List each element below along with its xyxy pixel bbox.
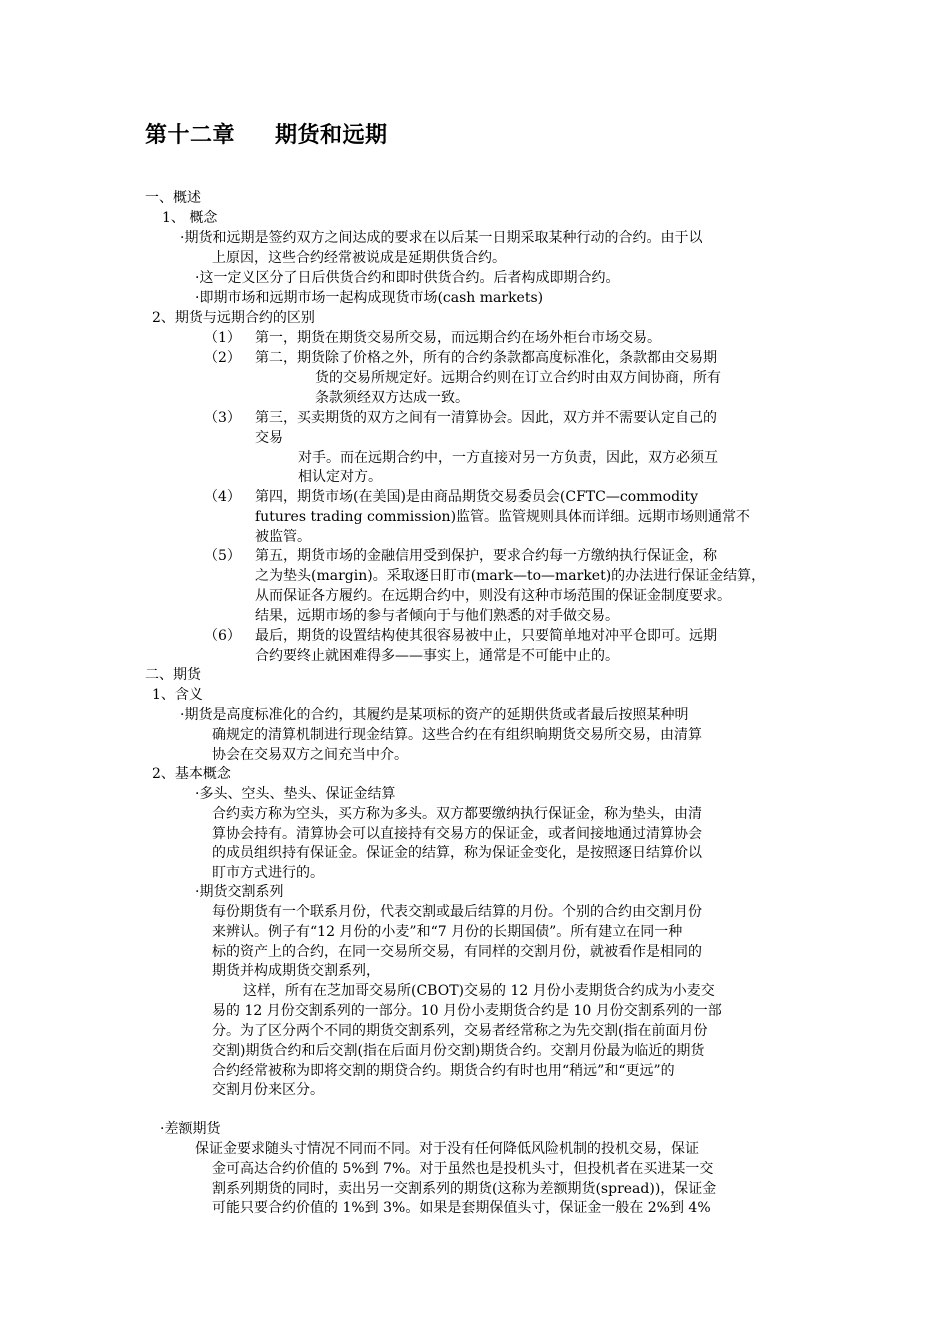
text-line: 的成员组织持有保证金。保证金的结算，称为保证金变化，是按照逐日结算价以 (212, 845, 702, 861)
text-line: ·这一定义区分了日后供货合约和即时供货合约。后者构成即期合约。 (195, 270, 620, 286)
text-line: 保证金要求随头寸情况不同而不同。对于没有任何降低风险机制的投机交易，保证 (195, 1141, 699, 1157)
text-line: 算协会持有。清算协会可以直接持有交易方的保证金，或者间接地通过清算协会 (212, 826, 702, 842)
subsection-heading: 2、基本概念 (152, 766, 231, 782)
chapter-name: 期货和远期 (275, 123, 388, 148)
text-line: ·差额期货 (160, 1121, 221, 1137)
text-line: 交易 (255, 430, 283, 446)
text-line: 确规定的清算机制进行现金结算。这些合约在有组织晌期货交易所交易，由清算 (212, 727, 702, 743)
text-line: ·多头、空头、垫头、保证金结算 (195, 786, 396, 802)
text-line: 易的 12 月份交割系列的一部分。10 月份小麦期货合约是 10 月份交割系列的一部 (212, 1003, 722, 1019)
text-line: 对手。而在远期合约中，一方直接对另一方负责，因此，双方必须互 (298, 450, 718, 466)
text-line: 割系列期货的同时，卖出另一交割系列的期货(这称为差额期货(spread))，保证金 (212, 1181, 717, 1197)
text-line: 每份期货有一个联系月份，代表交割或最后结算的月份。个别的合约由交割月份 (212, 904, 702, 920)
text-line: 合约卖方称为空头，买方称为多头。双方都要缴纳执行保证金，称为垫头，由清 (212, 806, 702, 822)
text-line: ·期货和远期是签约双方之间达成的要求在以后某一日期采取某种行动的合约。由于以 (180, 230, 703, 246)
text-line: 相认定对方。 (298, 469, 382, 485)
text-line: 这样，所有在芝加哥交易所(CBOT)交易的 12 月份小麦期货合约成为小麦交 (243, 983, 715, 999)
text-line: 之为垫头(margin)。采取逐日盯市(mark—to—market)的办法进行保证金结算， (255, 568, 766, 584)
text-line: 交割月份来区分。 (212, 1082, 324, 1098)
text-line: 标的资产上的合约，在同一交易所交易，有同样的交割月份，就被看作是相同的 (212, 944, 702, 960)
text-line: 被监管。 (255, 529, 311, 545)
text-line: 第五，期货市场的金融信用受到保护，要求合约每一方缴纳执行保证金，称 (255, 548, 717, 564)
text-line: 第二，期货除了价格之外，所有的合约条款都高度标准化，条款都由交易期 (255, 350, 717, 366)
text-line: 上原因，这些合约经常被说成是延期供货合约。 (212, 250, 506, 266)
text-line: 条款须经双方达成一致。 (315, 390, 469, 406)
text-line: 从而保证各方履约。在远期合约中，则没有这种市场范围的保证金制度要求。 (255, 588, 731, 604)
text-line: 协会在交易双方之间充当中介。 (212, 747, 408, 763)
chapter-title (145, 118, 388, 149)
section-heading: 一、概述 (145, 190, 201, 206)
subsection-heading: 2、期货与远期合约的区别 (152, 310, 315, 326)
text-line: 货的交易所规定好。远期合约则在订立合约时由双方间协商，所有 (315, 370, 721, 386)
text-line: 最后，期货的设置结构使其很容易被中止，只要简单地对冲平仓即可。远期 (255, 628, 717, 644)
text-line: ·即期市场和远期市场一起构成现货市场(cash markets) (195, 290, 544, 306)
item-number: （4） (204, 489, 241, 505)
subsection-heading: 1、 概念 (162, 210, 218, 226)
text-line: 来辨认。例子有“12 月份的小麦”和“7 月份的长期国债”。所有建立在同一种 (212, 924, 683, 940)
text-line: ·期货是高度标准化的合约，其履约是某项标的资产的延期供货或者最后按照某种明 (180, 707, 689, 723)
text-line: ·期货交割系列 (195, 884, 284, 900)
text-line: 盯市方式进行的。 (212, 865, 324, 881)
item-number: （6） (204, 628, 241, 644)
text-line: 第一，期货在期货交易所交易，而远期合约在场外柜台市场交易。 (255, 330, 661, 346)
text-line: 第四，期货市场(在美国)是由商品期货交易委员会(CFTC—commodity (255, 489, 699, 505)
item-number: （2） (204, 350, 241, 366)
text-line: 可能只要合约价值的 1%到 3%。如果是套期保值头寸，保证金一般在 2%到 4% (212, 1200, 711, 1216)
text-line: 第三，买卖期货的双方之间有一清算协会。因此，双方并不需要认定自己的 (255, 410, 717, 426)
section-heading: 二、期货 (145, 667, 201, 683)
chapter-number: 第十二章 (145, 123, 236, 148)
text-line: futures trading commission)监管。监管规则具体而详细。远期市场则通常不 (255, 509, 751, 525)
item-number: （5） (204, 548, 241, 564)
text-line: 期货并构成期货交割系列， (212, 963, 380, 979)
subsection-heading: 1、含义 (152, 687, 203, 703)
item-number: （3） (204, 410, 241, 426)
text-line: 分。为了区分两个不同的期货交割系列，交易者经常称之为先交割(指在前面月份 (212, 1023, 708, 1039)
text-line: 交割)期货合约和后交割(指在后面月份交割)期货合约。交割月份最为临近的期货 (212, 1043, 705, 1059)
text-line: 合约要终止就困难得多——事实上，通常是不可能中止的。 (255, 648, 619, 664)
text-line: 合约经常被称为即将交割的期贷合约。期货合约有时也用“稍远”和“更远”的 (212, 1063, 675, 1079)
text-line: 金可高达合约价值的 5%到 7%。对于虽然也是投机头寸，但投机者在买进某一交 (212, 1161, 714, 1177)
text-line: 结果，远期市场的参与者倾向于与他们熟悉的对手做交易。 (255, 608, 619, 624)
item-number: （1） (204, 330, 241, 346)
